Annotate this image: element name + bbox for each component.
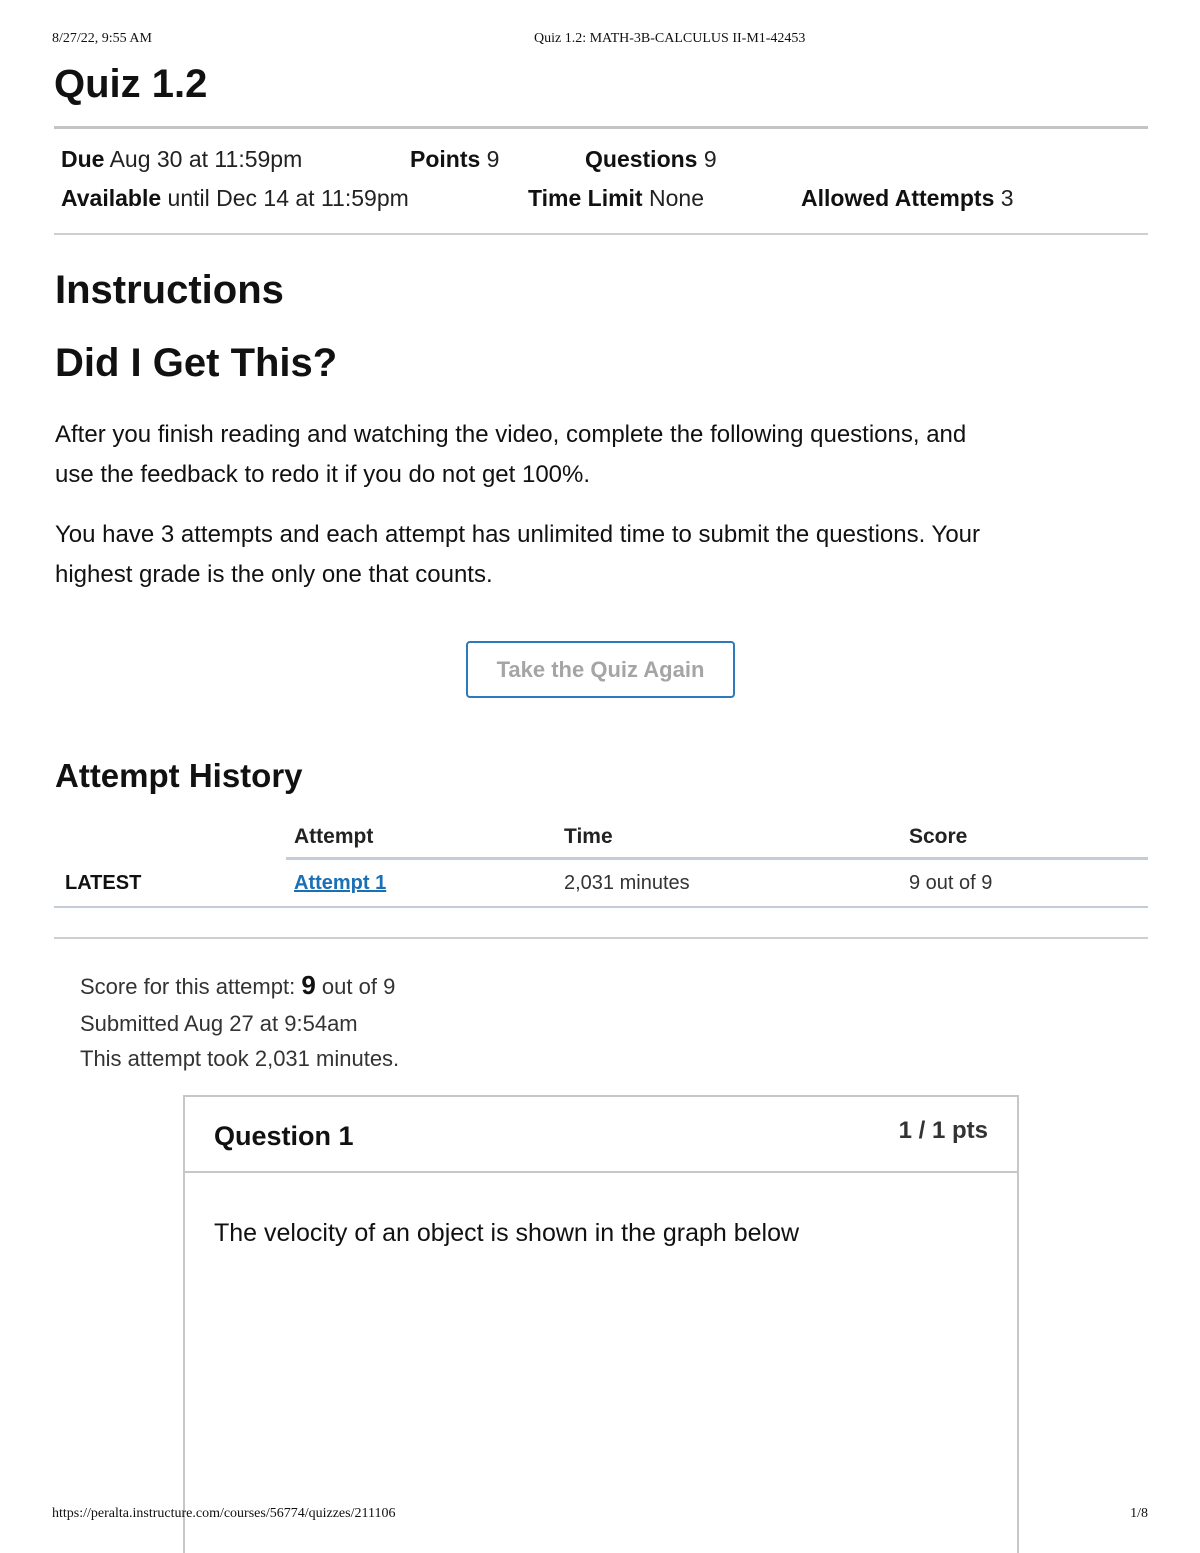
title-divider [54,126,1148,129]
question-1-title: Question 1 [214,1121,354,1151]
due-label: Due [61,146,105,172]
score-suffix: out of 9 [321,974,396,999]
points-value: 9 [486,146,500,172]
score-value: 9 [301,970,316,1000]
latest-tag: LATEST [65,872,142,894]
print-page-number: 1/8 [1130,1506,1148,1521]
attempt-history-heading: Attempt History [55,757,303,794]
column-header-time: Time [564,825,613,848]
details-divider [54,233,1148,235]
attempt-1-link[interactable]: Attempt 1 [294,872,387,894]
question-1-text: The velocity of an object is shown in the graph below [214,1219,800,1247]
question-1-header [185,1097,1017,1173]
paragraph-2-line-2: highest grade is the only one that counts. [55,561,493,588]
attempts-label: Allowed Attempts [801,185,995,211]
instructions-heading: Instructions [55,268,284,312]
time-limit-value: None [649,185,704,211]
allowed-attempts [801,185,1014,212]
attempts-value: 3 [1000,185,1014,211]
attempt-score [80,970,395,1001]
attempt-cell [294,872,386,895]
availability [61,185,409,212]
paragraph-1-line-2: use the feedback to redo it if you do not get 100%. [55,461,591,488]
questions-value: 9 [703,146,717,172]
print-datetime: 8/27/22, 9:55 AM [52,31,152,46]
question-1-card [183,1095,1019,1553]
attempt-duration: This attempt took 2,031 minutes. [80,1046,400,1071]
due-date [61,146,302,173]
time-cell: 2,031 minutes [564,872,690,894]
paragraph-2-line-1: You have 3 attempts and each attempt has unlimited time to submit the questions. Your [55,521,981,548]
print-footer [52,1506,1148,1524]
questions-count [585,146,717,173]
paragraph-1-line-1: After you finish reading and watching the video, complete the following questions, and [55,421,967,448]
column-header-attempt: Attempt [294,825,374,848]
take-quiz-again-button[interactable]: Take the Quiz Again [466,641,735,698]
time-limit-label: Time Limit [528,185,643,211]
quiz-title: Quiz 1.2 [54,62,208,106]
print-header [52,31,1148,49]
due-value: Aug 30 at 11:59pm [109,146,303,172]
print-page-title: Quiz 1.2: MATH-3B-CALCULUS II-M1-42453 [534,31,806,46]
question-1-points: 1 / 1 pts [898,1117,988,1144]
questions-label: Questions [585,146,698,172]
score-cell: 9 out of 9 [909,872,993,894]
available-value: until Dec 14 at 11:59pm [167,185,409,211]
instructions-subheading: Did I Get This? [55,341,338,385]
time-limit [528,185,704,212]
submitted-time: Submitted Aug 27 at 9:54am [80,1011,358,1036]
available-label: Available [61,185,162,211]
points [410,146,499,173]
instructions-paragraph-2 [55,515,1145,595]
table-header-divider [286,857,1148,860]
summary-divider [54,937,1148,939]
score-prefix: Score for this attempt: [80,974,296,999]
print-url: https://peralta.instructure.com/courses/56774/quizzes/211106 [52,1506,396,1521]
table-row-divider [54,906,1148,908]
column-header-score: Score [909,825,968,848]
instructions-paragraph-1 [55,415,1145,495]
points-label: Points [410,146,481,172]
